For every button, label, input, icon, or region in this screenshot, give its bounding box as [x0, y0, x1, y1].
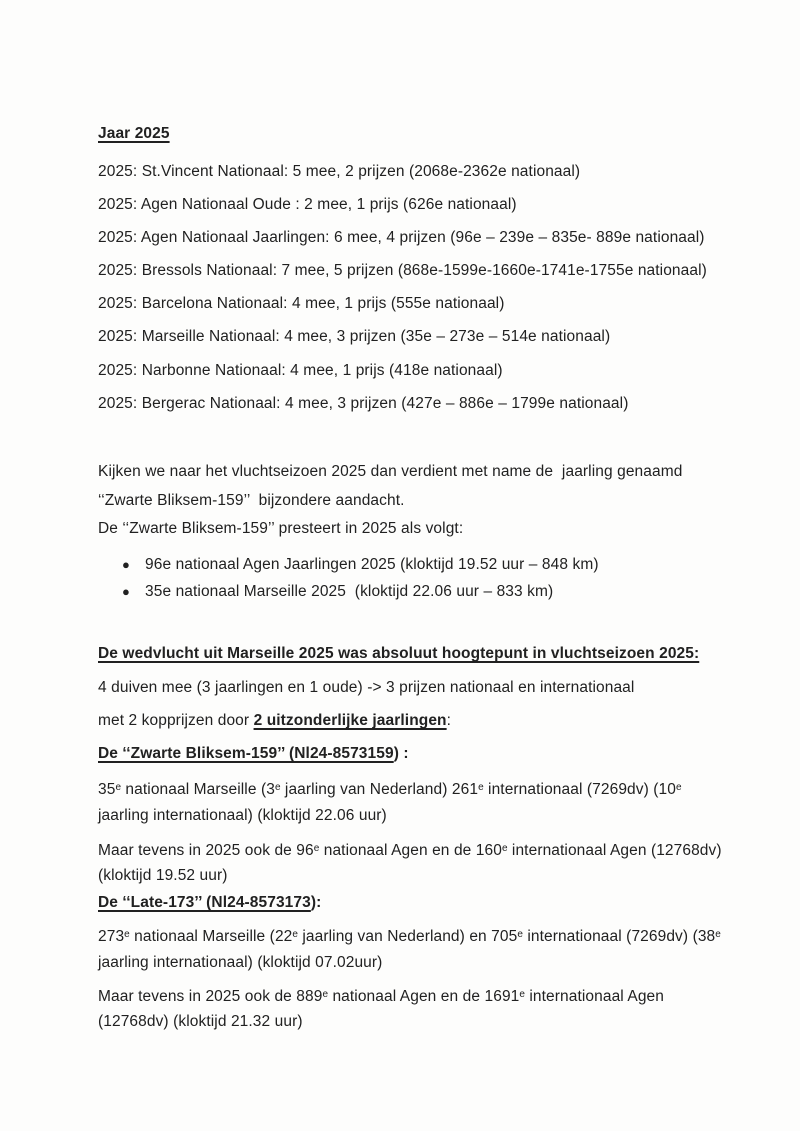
season-result-line: 2025: St.Vincent Nationaal: 5 mee, 2 prijzen (2068e-2362e nationaal)	[98, 163, 581, 180]
season-heading: Jaar 2025	[98, 125, 170, 142]
bird-detail-line: (12768dv) (kloktijd 21.32 uur)	[98, 1013, 303, 1030]
intro-paragraph-line: ‘‘Zwarte Bliksem-159’’ bijzondere aandacht.	[98, 492, 405, 509]
intro-lead: De ‘‘Zwarte Bliksem-159’’ presteert in 2025 als volgt:	[98, 520, 464, 537]
bird-detail-line: jaarling internationaal) (kloktijd 07.02uur)	[98, 954, 383, 971]
bird-detail-line: Maar tevens in 2025 ook de 889e nationaal Agen en de 1691e internationaal Agen	[98, 988, 664, 1005]
bullet-icon: ●	[122, 584, 130, 599]
kopprijzen-suffix: :	[446, 712, 452, 729]
season-result-line: 2025: Narbonne Nationaal: 4 mee, 1 prijs (418e nationaal)	[98, 362, 503, 379]
bullet-icon: ●	[122, 557, 130, 572]
season-result-line: 2025: Agen Nationaal Jaarlingen: 6 mee, 4 prijzen (96e – 239e – 835e- 889e nationaal)	[98, 229, 705, 246]
bird-detail-line: jaarling internationaal) (kloktijd 22.06 uur)	[98, 807, 387, 824]
bird-detail-line: 35e nationaal Marseille (3e jaarling van Nederland) 261e internationaal (7269dv) (10e	[98, 781, 682, 798]
bird-heading-rest: ) :	[393, 745, 409, 762]
season-result-line: 2025: Barcelona Nationaal: 4 mee, 1 prijs (555e nationaal)	[98, 295, 505, 312]
intro-paragraph-line: Kijken we naar het vluchtseizoen 2025 dan verdient met name de jaarling genaamd	[98, 463, 683, 480]
bird-heading-rest: ):	[310, 894, 322, 911]
bullet-text: 96e nationaal Agen Jaarlingen 2025 (kloktijd 19.52 uur – 848 km)	[145, 556, 599, 573]
bullet-item	[98, 555, 738, 575]
kopprijzen-line	[98, 711, 738, 731]
bird-detail-line: Maar tevens in 2025 ook de 96e nationaal Agen en de 160e internationaal Agen (12768dv)	[98, 842, 722, 859]
highlight-summary: 4 duiven mee (3 jaarlingen en 1 oude) -> 3 prijzen nationaal en internationaal	[98, 679, 635, 696]
bird-heading	[98, 744, 738, 764]
season-result-line: 2025: Bressols Nationaal: 7 mee, 5 prijzen (868e-1599e-1660e-1741e-1755e nationaal)	[98, 262, 707, 279]
bird-heading-underlined: De ‘‘Zwarte Bliksem-159’’ (Nl24-8573159	[98, 745, 394, 762]
kopprijzen-prefix: met 2 kopprijzen door	[98, 712, 254, 729]
bird-detail-line: 273e nationaal Marseille (22e jaarling van Nederland) en 705e internationaal (7269dv) (38e	[98, 928, 721, 945]
bullet-text: 35e nationaal Marseille 2025 (kloktijd 22.06 uur – 833 km)	[145, 583, 554, 600]
kopprijzen-emphasis: 2 uitzonderlijke jaarlingen	[253, 712, 447, 729]
highlight-heading: De wedvlucht uit Marseille 2025 was absoluut hoogtepunt in vluchtseizoen 2025:	[98, 645, 700, 662]
bird-heading	[98, 893, 738, 913]
bullet-item	[98, 582, 738, 602]
bird-detail-line: (kloktijd 19.52 uur)	[98, 867, 228, 884]
document-content	[98, 124, 738, 1032]
season-result-line: 2025: Marseille Nationaal: 4 mee, 3 prijzen (35e – 273e – 514e nationaal)	[98, 328, 611, 345]
season-result-line: 2025: Agen Nationaal Oude : 2 mee, 1 prijs (626e nationaal)	[98, 196, 517, 213]
season-result-line: 2025: Bergerac Nationaal: 4 mee, 3 prijzen (427e – 886e – 1799e nationaal)	[98, 395, 629, 412]
bird-heading-underlined: De ‘‘Late-173’’ (Nl24-8573173	[98, 894, 311, 911]
